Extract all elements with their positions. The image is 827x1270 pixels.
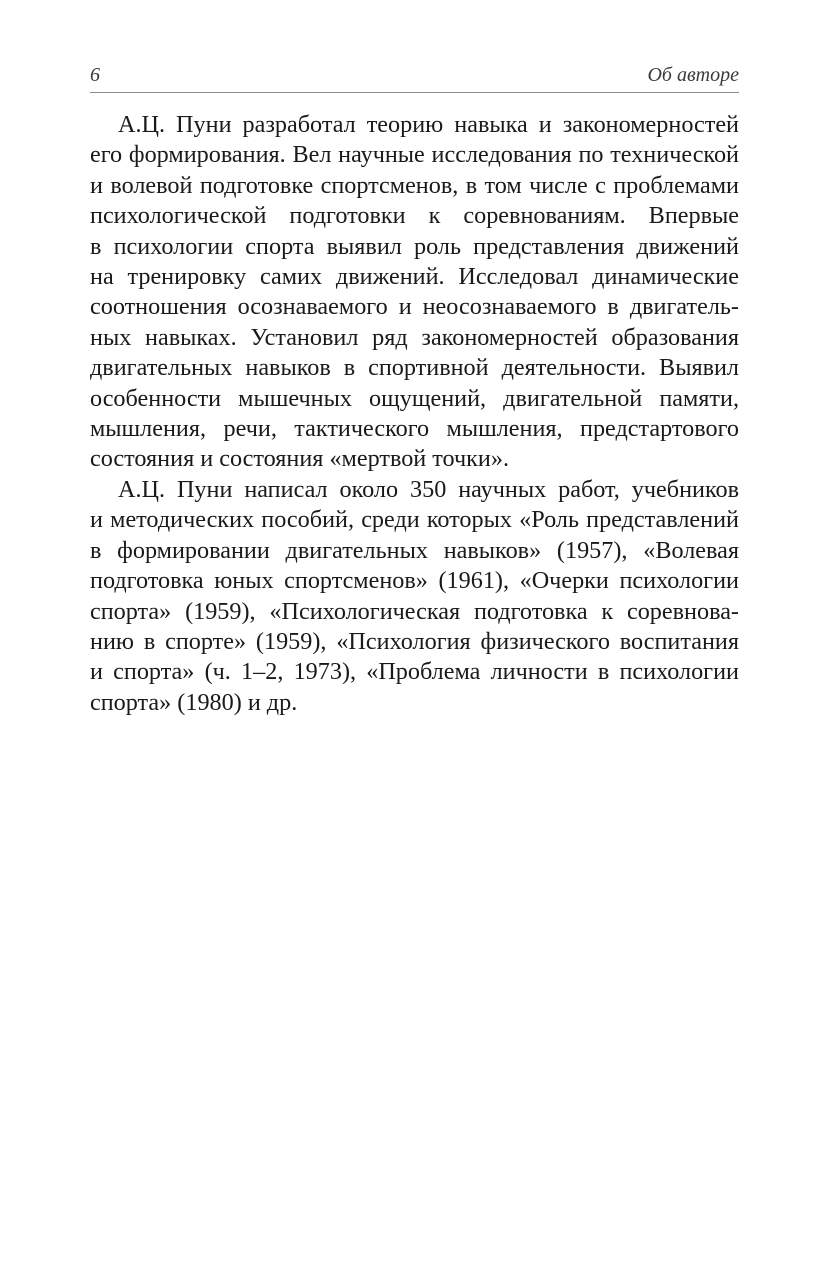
page-number: 6 <box>90 64 100 86</box>
running-head <box>90 60 739 93</box>
text-line: и волевой подготовке спортсменов, в том числе с проблемами <box>90 171 739 199</box>
text-line: в формировании двигательных навыков» (1957), «Волевая <box>90 536 739 564</box>
paragraph <box>90 475 739 718</box>
text-line: его формирования. Вел научные исследования по технической <box>90 141 739 169</box>
body-text <box>90 110 739 718</box>
text-line: мышления, речи, тактического мышления, предстартового <box>90 415 739 443</box>
text-line: спорта» (1980) и др. <box>90 688 298 716</box>
text-line: и спорта» (ч. 1–2, 1973), «Проблема личности в психологии <box>90 658 739 686</box>
text-line: ных навыках. Установил ряд закономерностей образования <box>90 323 739 351</box>
section-title: Об авторе <box>647 64 739 86</box>
text-line: на тренировку самих движений. Исследовал динамические <box>90 263 739 291</box>
text-line: в психологии спорта выявил роль представления движений <box>90 232 739 260</box>
text-line: спорта» (1959), «Психологическая подготовка к соревнова- <box>90 597 739 625</box>
text-line: двигательных навыков в спортивной деятельности. Выявил <box>90 354 739 382</box>
text-line: соотношения осознаваемого и неосознаваемого в двигатель- <box>90 293 739 321</box>
text-line: нию в спорте» (1959), «Психология физического воспитания <box>90 627 739 655</box>
text-line: и методических пособий, среди которых «Роль представлений <box>90 506 739 534</box>
text-line: состояния и состояния «мертвой точки». <box>90 445 510 473</box>
text-line: психологической подготовки к соревнованиям. Впервые <box>90 202 739 230</box>
text-line: особенности мышечных ощущений, двигательной памяти, <box>90 384 739 412</box>
text-line: А.Ц. Пуни разработал теорию навыка и закономерностей <box>118 111 739 138</box>
paragraph <box>90 110 739 475</box>
text-line: подготовка юных спортсменов» (1961), «Очерки психологии <box>90 567 739 595</box>
text-line: А.Ц. Пуни написал около 350 научных работ, учебников <box>118 475 739 503</box>
